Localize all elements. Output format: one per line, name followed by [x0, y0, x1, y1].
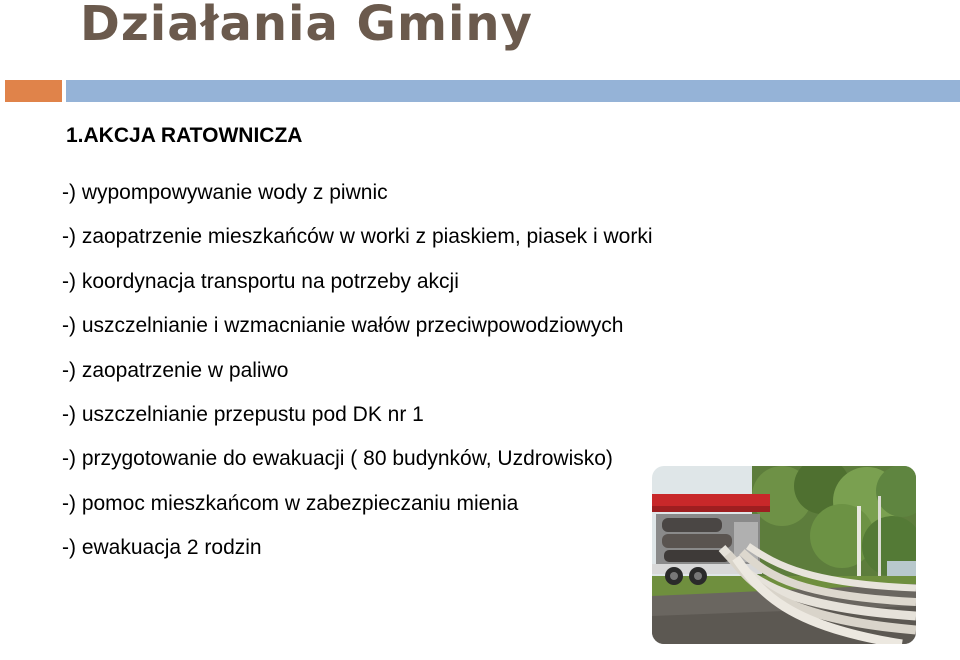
list-item: -) uszczelnianie i wzmacnianie wałów przeciwpowodziowych: [62, 314, 624, 338]
list-item: -) pomoc mieszkańcom w zabezpieczaniu mienia: [62, 491, 519, 515]
list-item: -) zaopatrzenie mieszkańców w worki z piaskiem, piasek i worki: [62, 225, 653, 249]
pump-photo: [652, 466, 916, 644]
list-item: -) ewakuacja 2 rodzin: [62, 536, 262, 560]
section-heading: 1.AKCJA RATOWNICZA: [66, 124, 303, 147]
list-item: -) uszczelnianie przepustu pod DK nr 1: [62, 402, 424, 426]
accent-bar-orange: [5, 80, 62, 102]
list-item: -) koordynacja transportu na potrzeby akcji: [62, 269, 459, 293]
action-list: [62, 171, 653, 571]
accent-bar-blue: [66, 80, 960, 102]
slide-title: Działania Gminy: [80, 0, 533, 52]
list-item: -) zaopatrzenie w paliwo: [62, 358, 289, 382]
list-item: -) wypompowywanie wody z piwnic: [62, 181, 388, 204]
list-item: -) przygotowanie do ewakuacji ( 80 budynków, Uzdrowisko): [62, 447, 613, 471]
